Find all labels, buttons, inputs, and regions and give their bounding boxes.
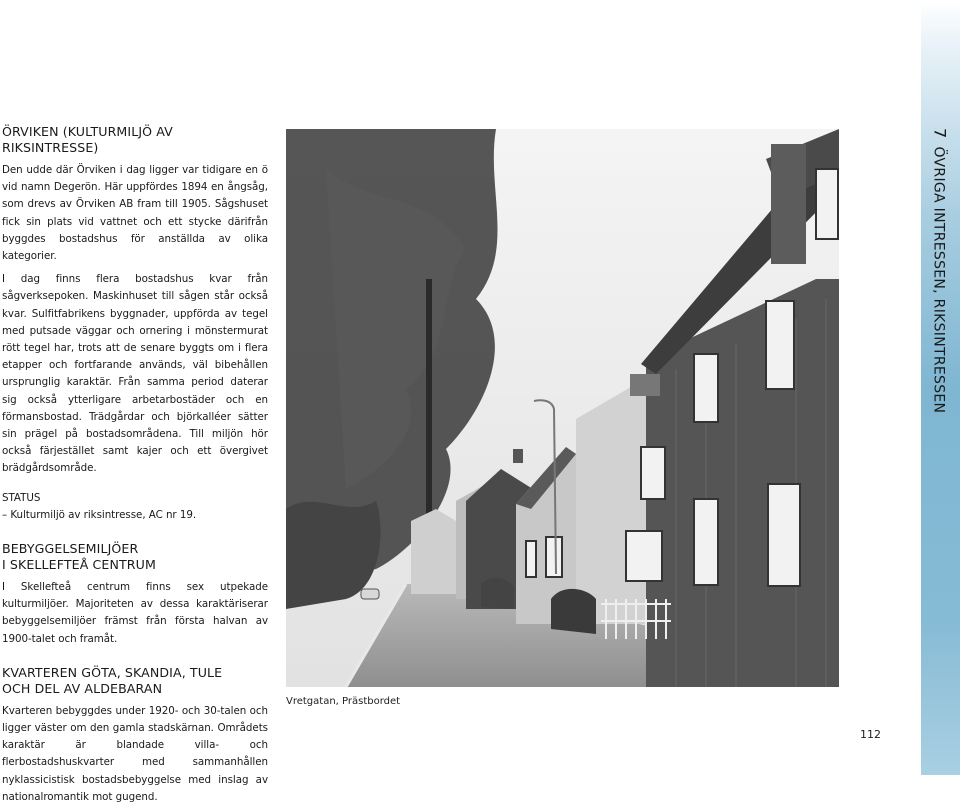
bebyggelse-heading-line1: BEBYGGELSEMILJÖER: [2, 541, 139, 557]
chapter-title: ÖVRIGA INTRESSEN, RIKSINTRESSEN: [930, 146, 947, 414]
orviken-paragraph-1: Den udde där Örviken i dag ligger var tidigare en ö vid namn Degerön. Här uppfördes 1894 en ångsåg, som drevs av Örviken AB fram till 1905. Sågshuset fick sin plats vid vattnet och ett stycke därifrån byggdes bostadshus för anställda av olika kategorier.: [2, 164, 268, 263]
kvarteren-heading-line1: KVARTEREN GÖTA, SKANDIA, TULE: [2, 664, 223, 680]
chapter-label: [931, 128, 950, 413]
street-photo-illustration: [286, 129, 839, 687]
orviken-heading: ÖRVIKEN (KULTURMILJÖ AV RIKSINTRESSE): [2, 124, 173, 155]
kvarteren-paragraph: Kvarteren bebyggdes under 1920- och 30-talen och ligger väster om den gamla stadskärnan. Områdets karaktär är blandade villa- och flerbostadshuskvarter med sammanhållen nyklassicistisk bostadsbebyggelse med inslag av nationalromantik mot gugend.: [2, 704, 268, 803]
orviken-paragraph-2: I dag finns flera bostadshus kvar från sågverksepoken. Maskinhuset till sågen står också kvar. Sulfitfabrikens byggnader, uppförda av tegel med putsade väggar och ornering i mönstermurat rött tegel har, trots att de senare byggts om i flera etapper och fortfarande används, väl bibehållen ursprunglig karaktär. Från samma period daterar sig också ytterligare arbetarbostäder och en förmansbostad. Trädgårdar och björkalléer sätter sin prägel på bostadsområdena. Till miljön hör också färjestället samt kajer och ett övergivet brädgårdsområde.: [2, 273, 268, 475]
bebyggelse-heading-line2: I SKELLEFTEÅ CENTRUM: [2, 557, 156, 573]
text-column: [2, 124, 268, 806]
street-photo: [286, 129, 839, 687]
photo-caption: Vretgatan, Prästbordet: [286, 696, 401, 707]
page-number: 112: [860, 728, 881, 741]
bebyggelse-paragraph: I Skellefteå centrum finns sex utpekade kulturmiljöer. Majoriteten av dessa karaktäriserar bebyggelsemiljöer främst från första halvan av 1900-talet och framåt.: [2, 581, 268, 645]
status-heading: STATUS: [2, 491, 41, 504]
kvarteren-heading-line2: OCH DEL AV ALDEBARAN: [2, 680, 163, 696]
chapter-number: 7: [930, 128, 950, 139]
status-line: – Kulturmiljö av riksintresse, AC nr 19.: [2, 508, 197, 521]
